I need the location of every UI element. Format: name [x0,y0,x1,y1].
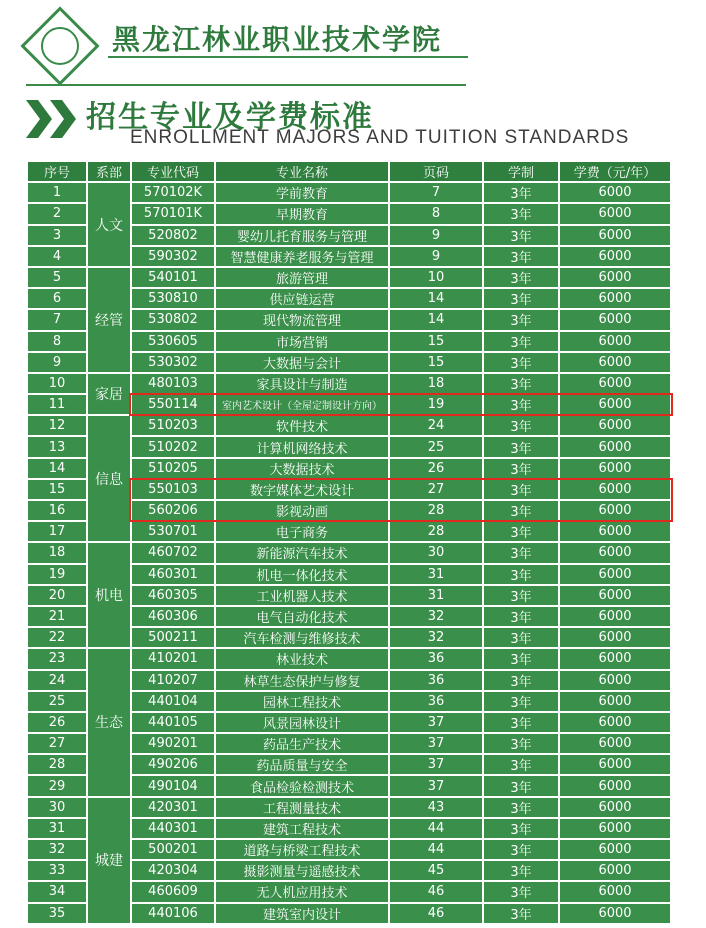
major-name: 药品生产技术 [215,733,389,754]
row-number: 17 [27,521,87,542]
tuition-fee: 6000 [559,860,671,881]
duration: 3年 [483,436,559,457]
highlight-box [129,478,673,522]
major-code: 490104 [131,775,215,796]
duration: 3年 [483,775,559,796]
page-number: 18 [389,373,483,394]
row-number: 24 [27,670,87,691]
row-number: 30 [27,797,87,818]
table-row [27,542,671,563]
row-number: 22 [27,627,87,648]
row-number: 32 [27,839,87,860]
tuition-fee: 6000 [559,903,671,924]
duration: 3年 [483,182,559,203]
major-code: 460301 [131,564,215,585]
page-number: 27 [389,479,483,500]
duration: 3年 [483,458,559,479]
major-code: 510202 [131,436,215,457]
column-header: 专业代码 [131,161,215,182]
major-code: 440104 [131,691,215,712]
row-number: 11 [27,394,87,415]
tuition-fee: 6000 [559,521,671,542]
page-number: 31 [389,585,483,606]
page-title: 招生专业及学费标准 [86,100,374,135]
page-number: 32 [389,627,483,648]
column-header: 专业名称 [215,161,389,182]
major-code: 500201 [131,839,215,860]
major-name: 药品质量与安全 [215,754,389,775]
major-code: 530302 [131,352,215,373]
department-cell: 家居 [87,373,131,415]
major-code: 440301 [131,818,215,839]
page-number: 14 [389,309,483,330]
page-number: 9 [389,225,483,246]
tuition-fee: 6000 [559,797,671,818]
major-name: 室内艺术设计（全屋定制设计方向） [215,394,389,415]
department-cell: 经管 [87,267,131,373]
page-number: 36 [389,691,483,712]
major-name: 影视动画 [215,500,389,521]
major-name: 林业技术 [215,648,389,669]
major-name: 软件技术 [215,415,389,436]
major-name: 摄影测量与遥感技术 [215,860,389,881]
major-code: 500211 [131,627,215,648]
row-number: 26 [27,712,87,733]
major-code: 460305 [131,585,215,606]
duration: 3年 [483,521,559,542]
major-code: 570101K [131,203,215,224]
page-number: 46 [389,903,483,924]
tuition-fee: 6000 [559,648,671,669]
tuition-fee: 6000 [559,352,671,373]
duration: 3年 [483,691,559,712]
row-number: 35 [27,903,87,924]
duration: 3年 [483,818,559,839]
page-subtitle: ENROLLMENT MAJORS AND TUITION STANDARDS [130,127,630,148]
duration: 3年 [483,246,559,267]
row-number: 19 [27,564,87,585]
tuition-fee: 6000 [559,225,671,246]
major-code: 520802 [131,225,215,246]
tuition-fee: 6000 [559,818,671,839]
major-name: 大数据与会计 [215,352,389,373]
duration: 3年 [483,373,559,394]
major-name: 无人机应用技术 [215,881,389,902]
page-number: 36 [389,670,483,691]
row-number: 34 [27,881,87,902]
tuition-fee: 6000 [559,691,671,712]
tuition-fee: 6000 [559,670,671,691]
column-header: 系部 [87,161,131,182]
duration: 3年 [483,479,559,500]
row-number: 2 [27,203,87,224]
page-number: 44 [389,839,483,860]
tuition-fee: 6000 [559,754,671,775]
major-name: 汽车检测与维修技术 [215,627,389,648]
major-code: 460609 [131,881,215,902]
duration: 3年 [483,903,559,924]
major-code: 440105 [131,712,215,733]
major-code: 550103 [131,479,215,500]
tuition-fee: 6000 [559,775,671,796]
major-name: 道路与桥梁工程技术 [215,839,389,860]
major-name: 大数据技术 [215,458,389,479]
row-number: 25 [27,691,87,712]
row-number: 18 [27,542,87,563]
page-number: 44 [389,818,483,839]
major-name: 旅游管理 [215,267,389,288]
table-header-row [27,161,671,182]
major-name: 早期教育 [215,203,389,224]
table-row [27,267,671,288]
duration: 3年 [483,415,559,436]
tuition-fee: 6000 [559,627,671,648]
major-name: 电子商务 [215,521,389,542]
page-number: 7 [389,182,483,203]
major-code: 410201 [131,648,215,669]
major-name: 学前教育 [215,182,389,203]
major-code: 460702 [131,542,215,563]
tuition-fee: 6000 [559,415,671,436]
major-code: 510205 [131,458,215,479]
major-name: 现代物流管理 [215,309,389,330]
major-code: 410207 [131,670,215,691]
department-cell: 生态 [87,648,131,796]
tuition-fee: 6000 [559,733,671,754]
tuition-fee: 6000 [559,500,671,521]
school-emblem-icon [20,6,99,85]
table-row [27,182,671,203]
page-number: 46 [389,881,483,902]
major-name: 园林工程技术 [215,691,389,712]
duration: 3年 [483,712,559,733]
department-cell: 机电 [87,542,131,648]
major-name: 婴幼儿托育服务与管理 [215,225,389,246]
major-name: 家具设计与制造 [215,373,389,394]
major-code: 560206 [131,500,215,521]
duration: 3年 [483,542,559,563]
row-number: 9 [27,352,87,373]
page-number: 15 [389,352,483,373]
tuition-fee: 6000 [559,606,671,627]
row-number: 1 [27,182,87,203]
page-number: 31 [389,564,483,585]
tuition-fee: 6000 [559,542,671,563]
row-number: 21 [27,606,87,627]
row-number: 27 [27,733,87,754]
tuition-fee: 6000 [559,436,671,457]
tuition-fee: 6000 [559,881,671,902]
major-code: 530605 [131,331,215,352]
major-code: 570102K [131,182,215,203]
duration: 3年 [483,225,559,246]
row-number: 3 [27,225,87,246]
page-number: 10 [389,267,483,288]
row-number: 23 [27,648,87,669]
major-name: 风景园林设计 [215,712,389,733]
major-name: 智慧健康养老服务与管理 [215,246,389,267]
table-row [27,797,671,818]
duration: 3年 [483,309,559,330]
major-name: 计算机网络技术 [215,436,389,457]
major-code: 420304 [131,860,215,881]
major-code: 590302 [131,246,215,267]
duration: 3年 [483,606,559,627]
major-name: 机电一体化技术 [215,564,389,585]
header-divider [26,84,466,86]
row-number: 28 [27,754,87,775]
column-header: 学费（元/年） [559,161,671,182]
major-name: 建筑工程技术 [215,818,389,839]
row-number: 13 [27,436,87,457]
major-name: 市场营销 [215,331,389,352]
page-number: 28 [389,521,483,542]
duration: 3年 [483,860,559,881]
page-number: 37 [389,775,483,796]
row-number: 31 [27,818,87,839]
department-cell: 信息 [87,415,131,542]
page-number: 14 [389,288,483,309]
tuition-fee: 6000 [559,182,671,203]
major-code: 420301 [131,797,215,818]
row-number: 5 [27,267,87,288]
duration: 3年 [483,627,559,648]
major-code: 510203 [131,415,215,436]
major-code: 530701 [131,521,215,542]
duration: 3年 [483,288,559,309]
duration: 3年 [483,733,559,754]
major-code: 530802 [131,309,215,330]
page-number: 36 [389,648,483,669]
row-number: 4 [27,246,87,267]
duration: 3年 [483,648,559,669]
major-name: 林草生态保护与修复 [215,670,389,691]
double-chevron-right-icon [26,96,80,142]
table-row [27,373,671,394]
major-code: 440106 [131,903,215,924]
department-cell: 人文 [87,182,131,267]
duration: 3年 [483,500,559,521]
page-number: 15 [389,331,483,352]
row-number: 15 [27,479,87,500]
row-number: 20 [27,585,87,606]
duration: 3年 [483,670,559,691]
page-number: 37 [389,754,483,775]
row-number: 10 [27,373,87,394]
column-header: 页码 [389,161,483,182]
tuition-fee: 6000 [559,585,671,606]
tuition-fee: 6000 [559,394,671,415]
page-number: 30 [389,542,483,563]
school-name: 黑龙江林业职业技术学院 [112,23,443,56]
page-number: 9 [389,246,483,267]
tuition-fee: 6000 [559,203,671,224]
tuition-fee: 6000 [559,246,671,267]
tuition-fee: 6000 [559,712,671,733]
tuition-fee: 6000 [559,267,671,288]
duration: 3年 [483,394,559,415]
tuition-fee: 6000 [559,331,671,352]
duration: 3年 [483,839,559,860]
page-header [0,0,706,155]
page-number: 19 [389,394,483,415]
column-header: 序号 [27,161,87,182]
duration: 3年 [483,267,559,288]
page-number: 26 [389,458,483,479]
row-number: 14 [27,458,87,479]
major-code: 480103 [131,373,215,394]
major-code: 460306 [131,606,215,627]
duration: 3年 [483,352,559,373]
department-cell: 城建 [87,797,131,924]
table-body [27,182,671,924]
page-number: 32 [389,606,483,627]
row-number: 16 [27,500,87,521]
row-number: 29 [27,775,87,796]
table-row [27,648,671,669]
major-code: 490201 [131,733,215,754]
duration: 3年 [483,564,559,585]
duration: 3年 [483,203,559,224]
major-code: 530810 [131,288,215,309]
major-name: 新能源汽车技术 [215,542,389,563]
row-number: 12 [27,415,87,436]
highlight-box [129,393,673,416]
major-code: 550114 [131,394,215,415]
column-header: 学制 [483,161,559,182]
tuition-fee: 6000 [559,288,671,309]
page-number: 25 [389,436,483,457]
major-name: 建筑室内设计 [215,903,389,924]
tuition-fee: 6000 [559,458,671,479]
duration: 3年 [483,881,559,902]
duration: 3年 [483,797,559,818]
row-number: 6 [27,288,87,309]
tuition-fee: 6000 [559,373,671,394]
row-number: 8 [27,331,87,352]
page-number: 37 [389,733,483,754]
tuition-fee: 6000 [559,309,671,330]
major-name: 食品检验检测技术 [215,775,389,796]
major-name: 工程测量技术 [215,797,389,818]
page-number: 8 [389,203,483,224]
page-number: 24 [389,415,483,436]
major-name: 工业机器人技术 [215,585,389,606]
table-row [27,415,671,436]
major-code: 540101 [131,267,215,288]
duration: 3年 [483,331,559,352]
page-number: 28 [389,500,483,521]
major-name: 数字媒体艺术设计 [215,479,389,500]
tuition-fee: 6000 [559,479,671,500]
major-code: 490206 [131,754,215,775]
row-number: 7 [27,309,87,330]
tuition-fee: 6000 [559,839,671,860]
page-number: 43 [389,797,483,818]
duration: 3年 [483,754,559,775]
duration: 3年 [483,585,559,606]
page-number: 37 [389,712,483,733]
row-number: 33 [27,860,87,881]
major-name: 电气自动化技术 [215,606,389,627]
major-name: 供应链运营 [215,288,389,309]
page-number: 45 [389,860,483,881]
majors-table [26,160,672,925]
tuition-fee: 6000 [559,564,671,585]
